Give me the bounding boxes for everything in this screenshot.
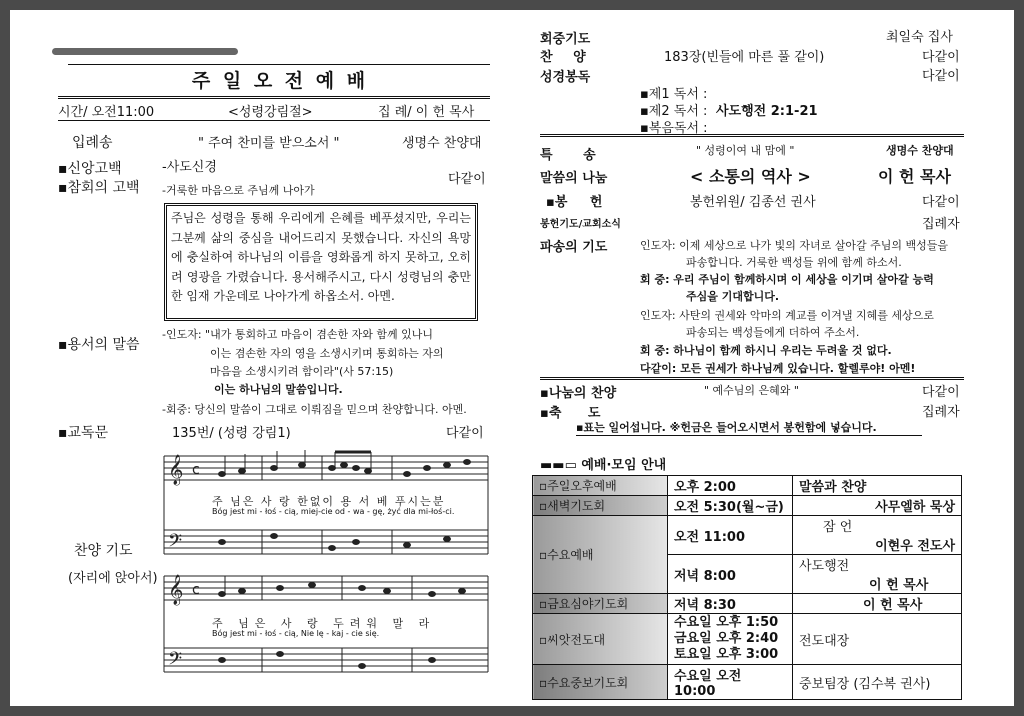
schedule-desc2: 이현우 전도사 [875, 539, 955, 554]
special-song-title: " 성령이여 내 맘에 " [696, 144, 795, 157]
sending-l4: 주심을 기대합니다. [686, 290, 780, 303]
confession-prayer-box: 주님은 성령을 통해 우리에게 은혜를 베푸셨지만, 우리는 그분께 삶의 중심을 내어드리지 못했습니다. 자신의 욕망에 충실하여 하나님의 이름을 영화롭게 하지 못하고, 오히려 영광을 가렸습니다. 용서해주시고, 다시 성령님의 충만한 임재 가운데로 나아가게 하옵소서. 아멘. [164, 203, 478, 321]
special-song-who: 생명수 찬양대 [886, 144, 954, 157]
creed-label: 신앙고백 [67, 161, 122, 177]
forgiveness-line5: -회중: 당신의 말씀이 그대로 이뤄짐을 믿으며 찬양합니다. 아멘. [162, 403, 467, 416]
share-song-title: " 예수님의 은혜와 " [704, 384, 799, 397]
hymn-prayer-sub: (자리에 앉아서) [68, 571, 158, 586]
staff-bass-1 [164, 530, 488, 554]
responsive-label: 교독문 [67, 425, 109, 441]
offering-label-row: ▪봉 헌 [546, 195, 603, 210]
reading-rule [540, 134, 964, 137]
blessing-label: 축 도 [548, 406, 601, 421]
sermon-title: < 소통의 역사 > [690, 167, 811, 186]
schedule-table [532, 475, 962, 700]
forgiveness-line2: 이는 겸손한 자의 영을 소생시키며 통회하는 자의 [210, 347, 444, 360]
creed-label-row: ▪신앙고백 [58, 161, 122, 177]
scripture-who: 다같이 [922, 69, 960, 84]
decor-bar [52, 48, 238, 55]
share-song-label: 나눔의 찬양 [548, 386, 617, 401]
lyrics-line1: 주 님은 사 랑 한없이 용 서 베 푸시는분 [212, 495, 446, 508]
responsive-together: 다같이 [446, 426, 484, 441]
svg-text:𝄢: 𝄢 [168, 531, 183, 556]
schedule-time-cell [668, 614, 793, 665]
reading-2: ▪제2 독서 : [640, 104, 708, 119]
blessing-label-row: ▪축 도 [540, 406, 601, 421]
offering-text: 봉헌위원/ 김종선 권사 [690, 195, 816, 210]
entrance-song: " 주여 찬미를 받으소서 " [198, 136, 340, 151]
sending-l6: 파송되는 백성들에게 더하여 주소서. [686, 326, 860, 339]
page-title: 주 일 오 전 예 배 [191, 70, 369, 92]
staff-treble-1 [164, 456, 488, 480]
schedule-time: 오후 2:00 [668, 476, 793, 496]
table-row [533, 476, 962, 496]
clefs [168, 454, 200, 674]
note-rule [576, 435, 922, 436]
forgiveness-line3: 마음을 소생시키려 함이라"(사 57:15) [210, 365, 394, 378]
confession-together: 다같이 [448, 172, 486, 187]
schedule-name: ▫금요심야기도회 [533, 594, 668, 614]
schedule-time: 저녁 8:00 [668, 555, 793, 594]
share-song-label-row: ▪나눔의 찬양 [540, 386, 617, 401]
sermon-label: 말씀의 나눔 [540, 171, 608, 186]
schedule-name: ▫주일오후예배 [533, 476, 668, 496]
schedule-desc2: 이 헌 목사 [869, 578, 929, 593]
confession-intro: -거룩한 마음으로 주님께 나아가 [162, 184, 315, 197]
staff-bass-2 [164, 648, 488, 672]
table-row [533, 665, 962, 700]
schedule-time3: 토요일 오후 3:00 [674, 647, 779, 662]
hymn-song: 183장(빈들에 마른 풀 같이) [664, 50, 825, 65]
svg-text:𝄢: 𝄢 [168, 649, 183, 674]
stand-note: ▪표는 일어섭니다. ※헌금은 들어오시면서 봉헌함에 넣습니다. [576, 421, 877, 434]
svg-text:𝄞: 𝄞 [168, 455, 184, 485]
sermon-who: 이 헌 목사 [878, 167, 951, 186]
bulletin-page [10, 10, 1014, 706]
forgiveness-line1: -인도자: "내가 통회하고 마음이 겸손한 자와 함께 있나니 [162, 328, 433, 341]
table-row [533, 496, 962, 516]
offering-who: 다같이 [922, 195, 960, 210]
staff-treble-2 [164, 576, 488, 600]
schedule-name: ▫새벽기도회 [533, 496, 668, 516]
entrance-performer: 생명수 찬양대 [402, 136, 482, 151]
service-occasion: <성령강림절> [228, 105, 313, 120]
hymn-who: 다같이 [922, 50, 960, 65]
sending-label: 파송의 기도 [540, 240, 608, 255]
schedule-time: 수요일 오후 1:50 [674, 615, 779, 630]
hymn-label: 찬 양 [540, 50, 586, 65]
congregation-prayer-label: 회중기도 [540, 32, 591, 47]
schedule-desc: 말씀과 찬양 [793, 476, 962, 496]
offering-prayer-who: 집례자 [922, 217, 960, 232]
schedule-desc: 사무엘하 묵상 [793, 496, 962, 516]
schedule-name: ▫수요중보기도회 [533, 665, 668, 700]
table-row [533, 594, 962, 614]
schedule-name: ▫수요예배 [533, 516, 668, 594]
creed-text: -사도신경 [162, 160, 217, 175]
blessing-who: 집례자 [922, 405, 960, 420]
congregation-prayer-who: 최일숙 집사 [886, 30, 953, 45]
hymn-prayer-label: 찬양 기도 [74, 543, 133, 559]
schedule-time: 오전 5:30(월~금) [668, 496, 793, 516]
schedule-desc: 이 헌 목사 [793, 594, 962, 614]
lyrics-line2: 주 님은 사 랑 두려워 말 라 [212, 617, 436, 630]
schedule-desc-cell [793, 516, 962, 555]
header-rule [58, 120, 490, 121]
music-score [162, 448, 490, 674]
confession-label: 참회의 고백 [67, 180, 140, 196]
scripture-label: 성경봉독 [540, 70, 591, 85]
table-row [533, 614, 962, 665]
share-song-who: 다같이 [922, 385, 960, 400]
svg-text:c: c [192, 462, 200, 478]
offering-prayer-label: 봉헌기도/교회소식 [540, 219, 621, 230]
sending-l2: 파송합니다. 거룩한 백성들 위에 함께 하소서. [686, 256, 902, 269]
schedule-desc: 사도행전 [799, 559, 850, 574]
schedule-desc: 중보팀장 (김수복 권사) [793, 665, 962, 700]
reading-3: ▪복음독서 : [640, 121, 708, 136]
special-song-label: 특 송 [540, 148, 596, 163]
forgiveness-label-row: ▪용서의 말씀 [58, 337, 140, 353]
forgiveness-line4: 이는 하나님의 말씀입니다. [214, 383, 343, 396]
title-rule-top [68, 64, 490, 65]
confession-label-row: ▪참회의 고백 [58, 180, 140, 196]
responsive-label-row: ▪교독문 [58, 425, 109, 441]
sending-l7: 회 중: 하나님이 함께 하시니 우리는 두려울 것 없다. [640, 344, 892, 357]
service-time: 시간/ 오전11:00 [58, 105, 155, 120]
responsive-text: 135번/ (성령 강림1) [172, 426, 291, 441]
sending-rule [540, 377, 964, 380]
title-rule-bottom [58, 96, 490, 99]
offering-label: 봉 헌 [554, 195, 603, 210]
sending-l3: 회 중: 우리 주님이 함께하시며 이 세상을 이기며 살아갈 능력 [640, 273, 934, 286]
schedule-time: 수요일 오전 10:00 [668, 665, 793, 700]
svg-text:𝄞: 𝄞 [168, 575, 184, 605]
sending-l8: 다같이: 모든 권세가 하나님께 있습니다. 할렐루야! 아멘! [640, 362, 916, 375]
service-officiant: 집 례/ 이 헌 목사 [378, 105, 475, 120]
lyrics-line2-polish: Bóg jest mi - łoś - cią, Nie lę - kaj - cie się. [212, 629, 380, 638]
table-row [533, 516, 962, 555]
sending-l5: 인도자: 사탄의 권세와 악마의 계교를 이겨낼 지혜를 세상으로 [640, 309, 934, 322]
schedule-desc-cell [793, 555, 962, 594]
reading-2-verse: 사도행전 2:1-21 [716, 104, 818, 119]
reading-1: ▪제1 독서 : [640, 87, 708, 102]
forgiveness-label: 용서의 말씀 [67, 337, 140, 353]
sending-l1: 인도자: 이제 세상으로 나가 빛의 자녀로 살아갈 주님의 백성들을 [640, 239, 948, 252]
schedule-time2: 금요일 오후 2:40 [674, 631, 779, 646]
svg-text:c: c [192, 582, 200, 598]
schedule-name: ▫씨앗전도대 [533, 614, 668, 665]
schedule-time: 저녁 8:30 [668, 594, 793, 614]
schedule-title: ▬▬▭ 예배·모임 안내 [540, 458, 667, 473]
entrance-label: 입례송 [72, 135, 113, 151]
schedule-time: 오전 11:00 [668, 516, 793, 555]
schedule-desc: 전도대장 [793, 614, 962, 665]
barlines [164, 456, 488, 672]
schedule-desc: 잠 언 [823, 520, 853, 535]
lyrics-line1-polish: Bóg jest mi - łoś - cią, miej-cie od - wa - gę, żyć dla mi-łoś-ci. [212, 507, 455, 516]
